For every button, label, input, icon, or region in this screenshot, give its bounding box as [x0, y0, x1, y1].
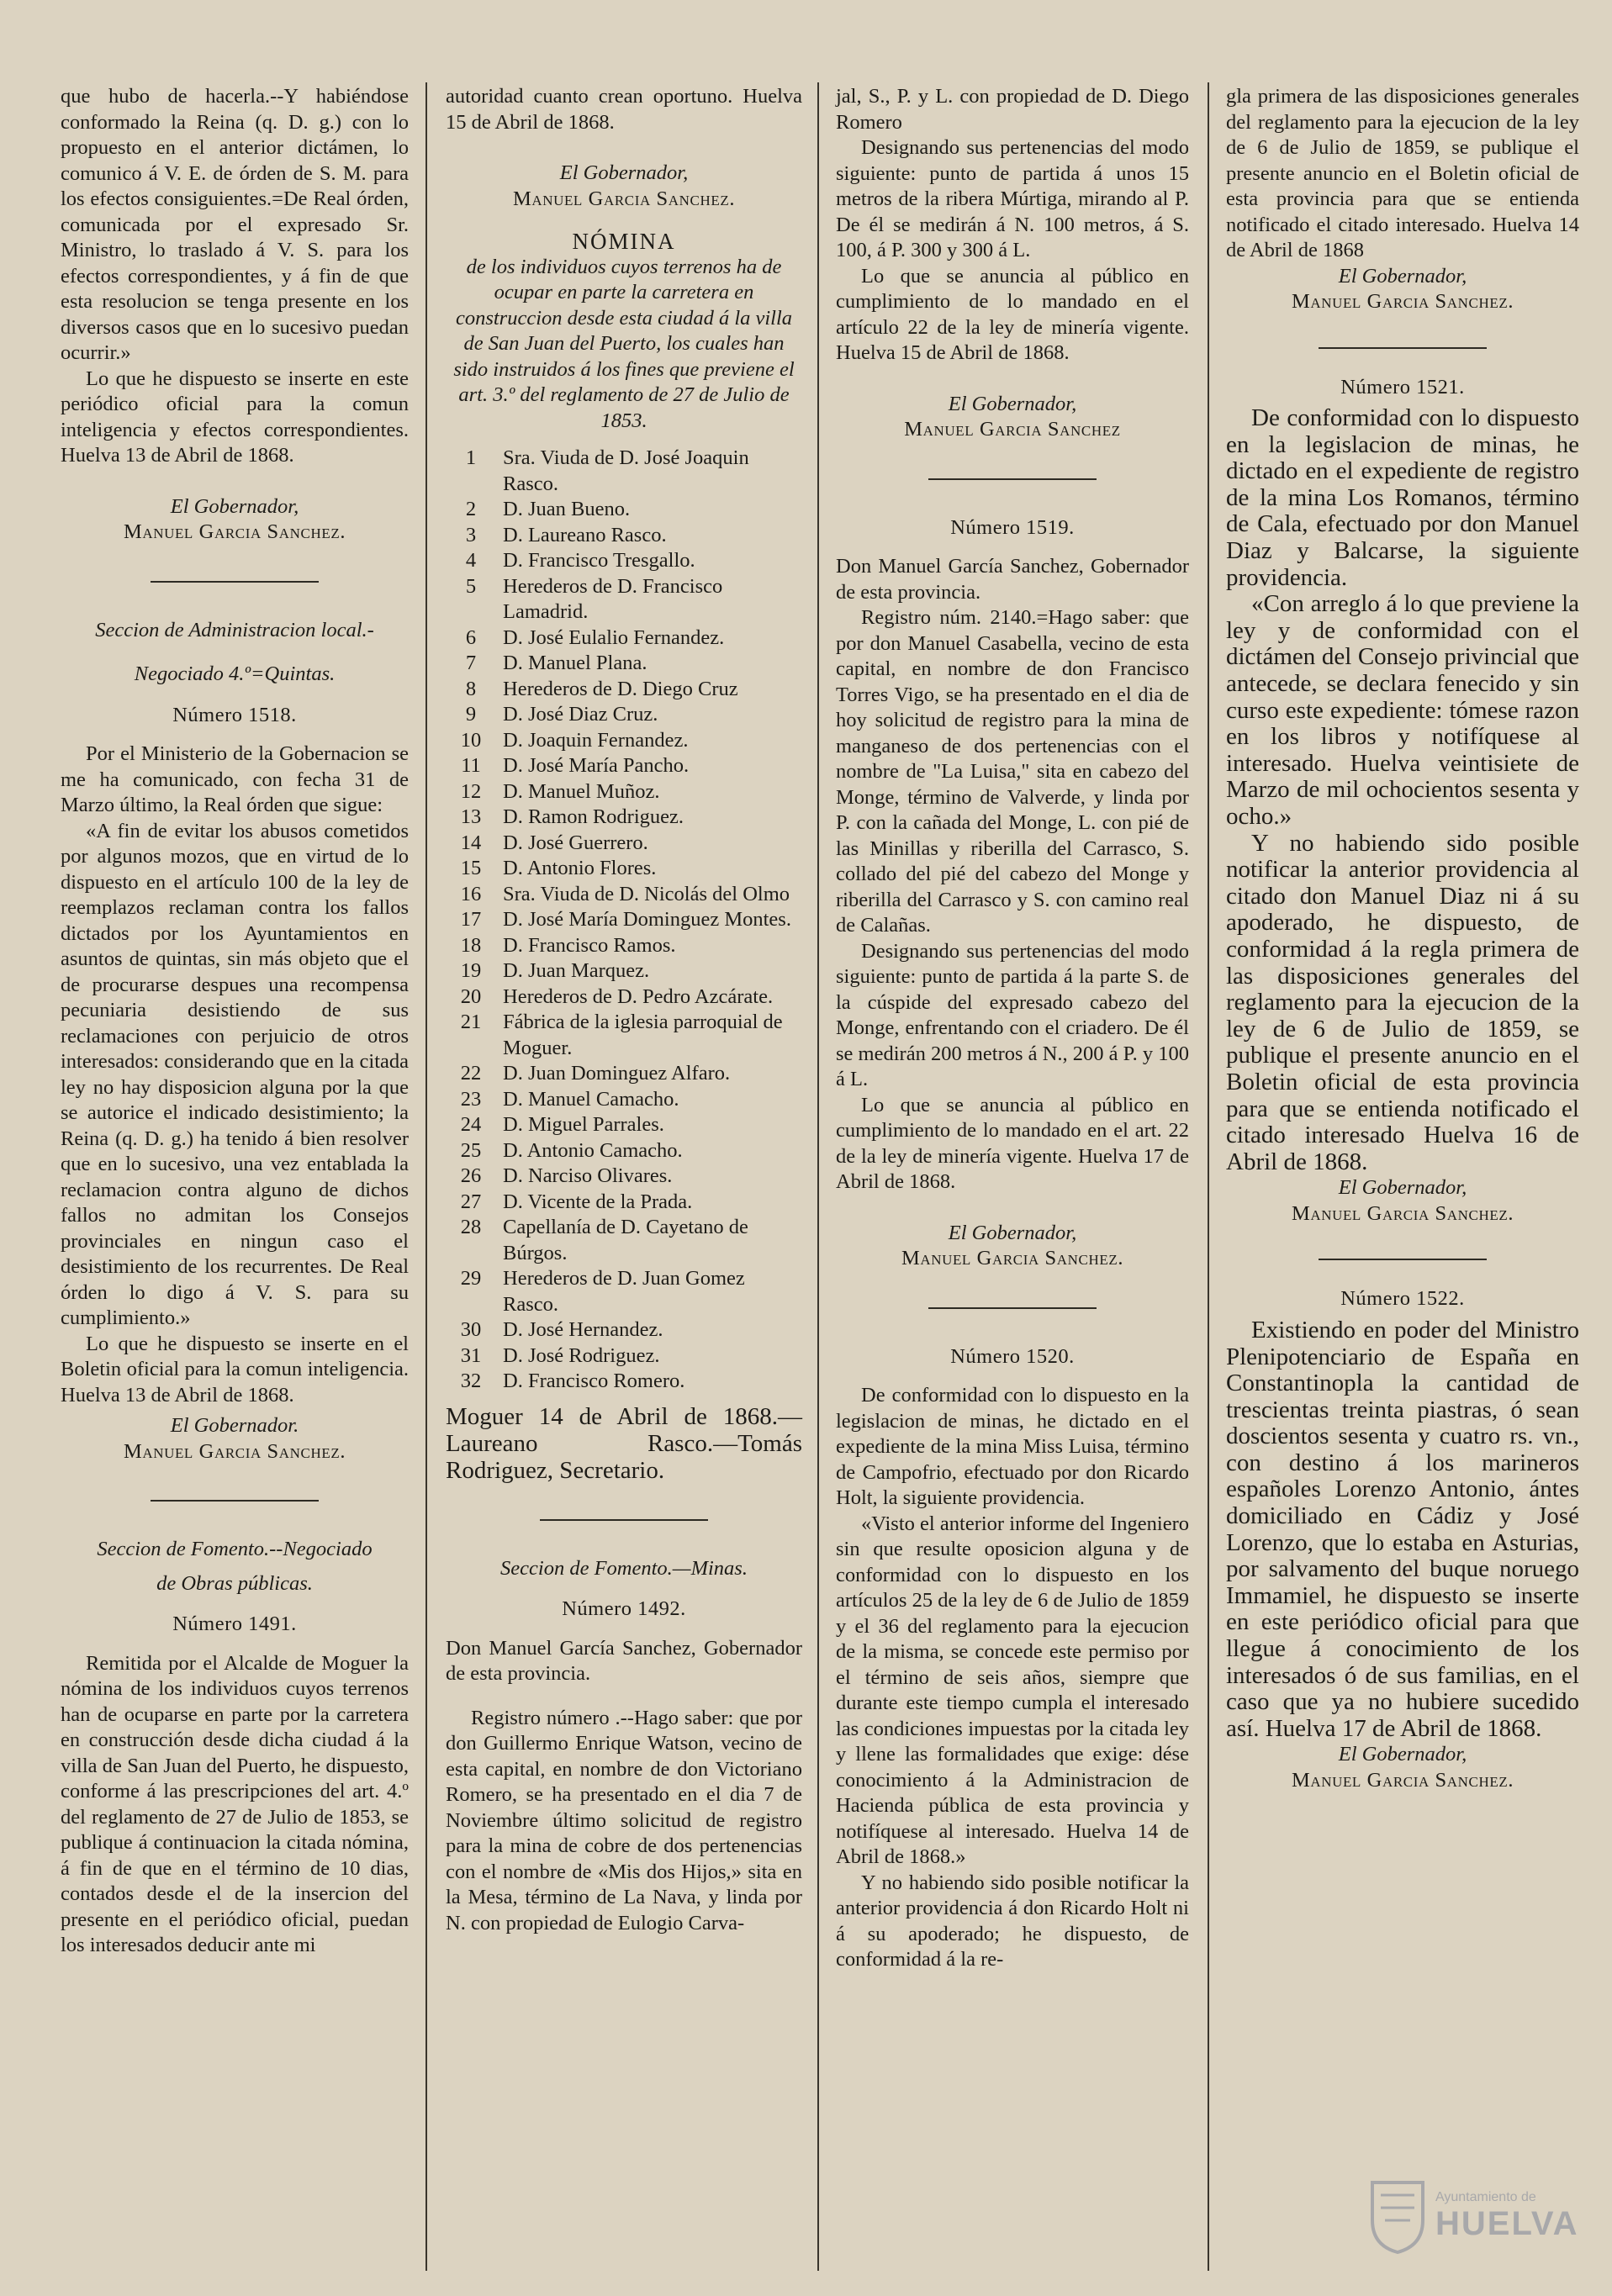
nomina-item-number: 32 — [460, 1370, 482, 1392]
nomina-item — [446, 753, 802, 779]
separator — [928, 478, 1097, 480]
paragraph: Registro número .--Hago saber: que por don Guillermo Enrique Watson, vecino de esta capital, en nombre de don Victoriano Romero, se ha presentado en el dia 7 de Noviembre último solicitud de registro para la mina de cobre de dos pertenencias con el nombre de «Mis dos Hijos,» sita en la Mesa, término de La Nava, y linda por N. con propiedad de Eulogio Carva- — [446, 1706, 802, 1934]
nomina-item-number: 28 — [460, 1216, 482, 1238]
nomina-item — [446, 805, 802, 831]
nomina-item — [446, 702, 802, 728]
nomina-item-name: D. Manuel Muñoz. — [503, 779, 660, 803]
section-subheading: de Obras públicas. — [156, 1571, 313, 1595]
nomina-item-number: 8 — [465, 677, 477, 700]
nomina-item — [446, 651, 802, 677]
column-3 — [836, 84, 1189, 1973]
nomina-item-name: Sra. Viuda de D. José Joaquin Rasco. — [503, 446, 749, 495]
nomina-item-name: D. José María Dominguez Montes. — [503, 908, 791, 931]
signature — [61, 494, 409, 546]
nomina-item-name: D. Laureano Rasco. — [503, 523, 667, 546]
nomina-item-number: 14 — [460, 831, 482, 854]
nomina-item-name: D. Francisco Ramos. — [503, 933, 676, 957]
signature-role: El Gobernador. — [170, 1414, 299, 1437]
separator — [928, 1307, 1097, 1309]
nomina-item-number: 11 — [461, 754, 481, 777]
watermark-line-1: Ayuntamiento de — [1435, 2190, 1536, 2205]
nomina-list — [446, 446, 802, 1395]
nomina-item — [446, 1266, 802, 1317]
nomina-item-number: 4 — [465, 549, 477, 572]
nomina-title: NÓMINA — [572, 229, 676, 254]
signature — [1226, 1742, 1579, 1793]
nomina-item-name: D. Juan Dominguez Alfaro. — [503, 1062, 731, 1085]
paragraph: Remitida por el Alcalde de Moguer la nómina de los individuos cuyos terrenos han de ocuparse en parte por la carretera en construcción desde dicha ciudad á la villa de San Juan del Puerto, he dispuesto, conforme á las prescripciones del art. 4.º del reglamento de 27 de Julio de 1853, se publique á continuacion la citada nómina, á fin de que en el término de 10 dias, contados desde el de la insercion del presente en el periódico oficial, puedan los interesados deducir ante mi — [61, 1651, 409, 1956]
nomina-item-name: D. José María Pancho. — [503, 754, 690, 777]
paragraph: Y no habiendo sido posible notificar la anterior providencia al citado don Manuel Diaz ni á su apoderado, he dispuesto, de conformidad á la regla primera de las disposiciones generales del reglamento para la ejecucion de la ley de 6 de Julio de 1859, se publique el presente anuncio en el Boletin oficial de esta provincia para que se entienda notificado el citado interesado Huelva 16 de Abril de 1868. — [1226, 829, 1579, 1175]
nomina-item-name: Sra. Viuda de D. Nicolás del Olmo — [503, 882, 790, 905]
nomina-item — [446, 1343, 802, 1370]
signature-name: Manuel Garcia Sanchez. — [1291, 290, 1514, 313]
signature-role: El Gobernador, — [1338, 1176, 1467, 1200]
nomina-item-name: D. José Diaz Cruz. — [503, 703, 658, 726]
paragraph: Lo que se anuncia al público en cumplimiento de lo mandado en el art. 22 de la ley de minería vigente. Huelva 17 de Abril de 1868. — [836, 1093, 1189, 1193]
column-rule — [817, 82, 819, 2271]
separator — [540, 1519, 708, 1521]
paragraph: Designando sus pertenencias del modo siguiente: punto de partida á la parte S. de la cúspide del expresado cabezo del Monge, enfrentando con el criadero. De él se medirán 200 metros á N., 200 á P. y 100 á L. — [836, 939, 1189, 1090]
paragraph: De conformidad con lo dispuesto en la legislacion de minas, he dictado en el expediente de la mina Miss Luisa, término de Campofrio, efectuado por don Ricardo Holt, la siguiente providencia. — [836, 1384, 1189, 1509]
column-2 — [446, 84, 802, 1936]
nomina-item-name: D. Francisco Romero. — [503, 1370, 685, 1392]
signature-role: El Gobernador, — [1338, 1743, 1467, 1766]
nomina-item — [446, 984, 802, 1011]
column-rule — [1208, 82, 1209, 2271]
nomina-item-number: 24 — [460, 1113, 482, 1136]
nomina-item — [446, 831, 802, 857]
section-heading: Seccion de Fomento.--Negociado — [97, 1538, 373, 1560]
signature-role: El Gobernador, — [170, 494, 299, 518]
nomina-item — [446, 1164, 802, 1190]
nomina-item — [446, 779, 802, 805]
nomina-item — [446, 1010, 802, 1061]
paragraph: que hubo de hacerla.--Y habiéndose conformado la Reina (q. D. g.) con lo propuesto en el anterior dictámen, lo comunico á V. E. de órden de S. M. para los efectos consiguientes.=De Real órden, comunicada por el expresado Sr. Ministro, lo traslado á V. S. para los efectos correspondientes, y á fin de que esta resolucion se tenga presente en los diversos casos que en lo sucesivo puedan ocurrir.» — [61, 85, 409, 364]
nomina-item-name: Herederos de D. Diego Cruz — [503, 677, 738, 700]
nomina-item — [446, 933, 802, 959]
notice-number: Número 1519. — [950, 515, 1075, 539]
nomina-item-number: 21 — [460, 1011, 482, 1033]
nomina-item-number: 2 — [465, 498, 477, 520]
nomina-item-name: Herederos de D. Pedro Azcárate. — [503, 984, 774, 1008]
nomina-item-number: 9 — [465, 703, 477, 726]
signature-name: Manuel Garcia Sanchez — [904, 418, 1121, 441]
nomina-item — [446, 1369, 802, 1395]
nomina-item-name: D. Vicente de la Prada. — [503, 1190, 693, 1213]
nomina-item — [446, 882, 802, 908]
signature-role: El Gobernador, — [1338, 264, 1467, 288]
shield-icon — [1368, 2178, 1427, 2254]
notice-number: Número 1491. — [172, 1612, 297, 1635]
section-heading: Seccion de Fomento.—Minas. — [500, 1556, 748, 1580]
paragraph: De conformidad con lo dispuesto en la legislacion de minas, he dictado en el expediente de registro de la mina Los Romanos, término de Cala, efectuado por don Manuel Diaz y Balcarse, la siguiente providencia. — [1226, 404, 1579, 591]
nomina-item-name: D. Francisco Tresgallo. — [503, 549, 695, 572]
nomina-item-number: 1 — [465, 446, 477, 469]
nomina-item-name: D. José Eulalio Fernandez. — [503, 625, 725, 649]
nomina-item-number: 26 — [460, 1164, 482, 1187]
paragraph: Lo que he dispuesto se inserte en este periódico oficial para la comun inteligencia y efectos correspondientes. Huelva 13 de Abril de 1868. — [61, 367, 409, 467]
nomina-item — [446, 574, 802, 625]
notice-number: Número 1518. — [172, 703, 297, 726]
nomina-item-number: 20 — [460, 984, 482, 1008]
section-subheading: Negociado 4.º=Quintas. — [134, 662, 336, 685]
notice-number: Número 1520. — [950, 1344, 1075, 1368]
nomina-item — [446, 446, 802, 497]
nomina-item — [446, 625, 802, 652]
nomina-item-number: 27 — [460, 1190, 482, 1213]
nomina-item — [446, 1190, 802, 1216]
nomina-item-name: Fábrica de la iglesia parroquial de Moguer. — [503, 1011, 783, 1059]
signature-name: Manuel Garcia Sanchez. — [1291, 1768, 1514, 1792]
separator — [151, 1500, 319, 1502]
closing-line: Moguer 14 de Abril de 1868.—Laureano Rasco.—Tomás Rodriguez, Secretario. — [446, 1402, 802, 1484]
nomina-item — [446, 1087, 802, 1113]
signature — [1226, 1175, 1579, 1227]
separator — [151, 581, 319, 583]
column-rule — [425, 82, 427, 2271]
nomina-item-number: 5 — [465, 574, 477, 598]
nomina-item — [446, 958, 802, 984]
nomina-item — [446, 856, 802, 882]
signature-role: El Gobernador, — [559, 161, 689, 184]
nomina-item-name: D. Ramon Rodriguez. — [503, 805, 684, 828]
signature — [1226, 264, 1579, 315]
nomina-item-number: 31 — [460, 1343, 482, 1367]
nomina-item — [446, 548, 802, 574]
paragraph: Registro núm. 2140.=Hago saber: que por don Manuel Casabella, vecino de esta capital, en nombre de don Francisco Torres Vigo, se ha presentado en el dia de hoy solicitud de registro para la mina de manganeso de dos pertenencias con el nombre de "La Luisa," sita en cabezo del Monge, término de Valverde, y linda por P. con la cañada del Monge, L. con pié de las Minillas y riberilla del Carrasco, S. collado del pié del cabezo del Monge y riberilla del Carrasco y S. con camino real de Calañas. — [836, 606, 1189, 937]
separator — [1319, 347, 1487, 349]
nomina-item-name: D. Miguel Parrales. — [503, 1113, 664, 1136]
nomina-item-number: 16 — [460, 882, 482, 905]
signature-name: Manuel Garcia Sanchez. — [123, 1439, 346, 1463]
nomina-item-number: 15 — [460, 857, 482, 879]
nomina-item-name: Herederos de D. Juan Gomez Rasco. — [503, 1267, 745, 1316]
nomina-item-name: D. Juan Bueno. — [503, 498, 631, 520]
nomina-item-name: D. José Guerrero. — [503, 831, 648, 854]
nomina-item-number: 30 — [460, 1318, 482, 1341]
paragraph: Lo que he dispuesto se inserte en el Boletin oficial para la comun inteligencia. Huelva 13 de Abril de 1868. — [61, 1332, 409, 1407]
signature-name: Manuel Garcia Sanchez. — [901, 1247, 1124, 1269]
nomina-item-number: 13 — [460, 805, 482, 828]
nomina-item — [446, 497, 802, 523]
signature-name: Manuel Garcia Sanchez. — [512, 187, 736, 210]
paragraph: «Con arreglo á lo que previene la ley y de conformidad con el dictámen del Consejo privincial que antecede, se declara fenecido y sin curso este expediente: tómese razon en los libros y notifíquese al interesado. Huelva veintisiete de Marzo de mil ochocientos sesenta y ocho.» — [1226, 590, 1579, 830]
paragraph: jal, S., P. y L. con propiedad de D. Diego Romero — [836, 85, 1189, 134]
notice-number: Número 1521. — [1340, 375, 1465, 399]
column-1 — [61, 84, 409, 1959]
nomina-item — [446, 728, 802, 754]
watermark-logo — [1368, 2161, 1578, 2271]
nomina-item-name: D. Manuel Plana. — [503, 652, 647, 674]
notice-number: Número 1492. — [562, 1597, 686, 1620]
nomina-item-number: 10 — [460, 728, 482, 752]
separator — [1319, 1259, 1487, 1260]
nomina-item — [446, 1215, 802, 1266]
nomina-item-number: 7 — [465, 652, 477, 674]
paragraph: Y no habiendo sido posible notificar la anterior providencia á don Ricardo Holt ni á su apoderado; he dispuesto, de conformidad á la re- — [836, 1871, 1189, 1971]
nomina-item-number: 17 — [460, 908, 482, 931]
signature — [836, 1221, 1189, 1272]
watermark-line-2: HUELVA — [1435, 2204, 1579, 2242]
signature-name: Manuel Garcia Sanchez. — [123, 520, 346, 543]
nomina-intro: de los individuos cuyos terrenos ha de ocupar en parte la carretera en construccion desde esta ciudad á la villa de San Juan del Puerto, los cuales han sido instruidos á los fines que previene el art. 3.º del reglamento de 27 de Julio de 1853. — [453, 255, 795, 432]
paragraph: gla primera de las disposiciones generales del reglamento para la ejecucion de la ley de 6 de Julio de 1859, se publique el presente anuncio en el Boletin oficial de esta provincia para que se entienda notificado el citado interesado. Huelva 14 de Abril de 1868 — [1226, 85, 1579, 261]
signature — [61, 1413, 409, 1465]
nomina-item-name: D. José Rodriguez. — [503, 1343, 660, 1367]
nomina-item-number: 19 — [460, 959, 482, 982]
nomina-item-number: 3 — [465, 523, 477, 546]
notice-number: Número 1522. — [1340, 1287, 1465, 1311]
nomina-item — [446, 523, 802, 549]
nomina-item-name: D. Narciso Olivares. — [503, 1164, 673, 1187]
nomina-item-number: 22 — [460, 1062, 482, 1085]
paragraph: «Visto el anterior informe del Ingeniero sin que resulte oposicion alguna y de conformidad con lo dispuesto en los artículos 25 de la ley de 6 de Julio de 1859 y el 36 del reglamento para la ejecucion de la misma, se concede este permiso por el término de seis años, siempre que durante este tiempo cumpla el interesado las condiciones impuestas por la citada ley y llene las formalidades que exige: dése conocimiento á la Administracion de Hacienda pública de esta provincia y notifíquese al interesado. Huelva 14 de Abril de 1868.» — [836, 1512, 1189, 1868]
nomina-item-number: 29 — [460, 1267, 482, 1290]
nomina-item-name: D. José Hernandez. — [503, 1318, 663, 1341]
paragraph: Existiendo en poder del Ministro Plenipotenciario de España en Constantinopla la cantidad de trescientas treinta piastras, ó sean doscientos sesenta y cuatro rs. vn., con destino á los marineros españoles Lorenzo Antonio, ántes domiciliado en Cádiz y José Lorenzo, que lo estaba en Asturias, por salvamento del buque noruego Immamiel, he dispuesto se inserte en este periódico oficial para que llegue á conocimiento de los interesados ó de sus familias, en el caso que ya no hubiere sucedido así. Huelva 17 de Abril de 1868. — [1226, 1316, 1579, 1742]
nomina-item-number: 18 — [460, 933, 482, 957]
nomina-item-number: 12 — [460, 779, 482, 803]
signature — [446, 161, 802, 212]
nomina-item — [446, 1317, 802, 1343]
nomina-item-name: D. Joaquin Fernandez. — [503, 728, 689, 752]
paragraph: Designando sus pertenencias del modo siguiente: punto de partida á unos 15 metros de la ribera Múrtiga, mirando al P. De él se medirán á N. 100 metros, á S. 100, á P. 300 y 300 á L. — [836, 136, 1189, 261]
nomina-item — [446, 1138, 802, 1164]
section-heading: Seccion de Administracion local.- — [95, 618, 374, 641]
paragraph: «A fin de evitar los abusos cometidos por algunos mozos, que en virtud de lo dispuesto en el artículo 100 de la ley de reemplazos reclaman contra los fallos dictados por los Ayuntamientos en asuntos de quintas, sin más objeto que el de procurarse despues una recompensa pecuniaria desistiendo de sus reclamaciones con perjuicio de otros interesados: considerando que en la citada ley no hay disposicion alguna por la que se autorice el indicado desistimiento; la Reina (q. D. g.) ha tenido á bien resolver que en lo sucesivo, una vez entablada la reclamacion contra alguno de dichos fallos no admitan los Consejos provinciales en ningun caso el desistimiento de los recurrentes. De Real órden lo digo á V. S. para su cumplimiento.» — [61, 819, 409, 1329]
nomina-item — [446, 677, 802, 703]
column-4 — [1226, 84, 1579, 1793]
signature-role: El Gobernador, — [948, 392, 1077, 415]
nomina-item-number: 23 — [460, 1087, 482, 1111]
nomina-item-name: D. Antonio Flores. — [503, 857, 657, 879]
nomina-item-name: Capellanía de D. Cayetano de Búrgos. — [503, 1216, 748, 1264]
nomina-item-name: Herederos de D. Francisco Lamadrid. — [503, 574, 723, 623]
paragraph: Lo que se anuncia al público en cumplimiento de lo mandado en el artículo 22 de la ley de minería vigente. Huelva 15 de Abril de 1868. — [836, 264, 1189, 364]
paragraph: Don Manuel García Sanchez, Gobernador de esta provincia. — [836, 555, 1189, 604]
nomina-item — [446, 907, 802, 933]
signature — [836, 392, 1189, 443]
paragraph: Don Manuel García Sanchez, Gobernador de esta provincia. — [446, 1636, 802, 1685]
nomina-item — [446, 1112, 802, 1138]
nomina-item-name: D. Juan Marquez. — [503, 959, 650, 982]
signature-name: Manuel Garcia Sanchez. — [1291, 1201, 1514, 1225]
paragraph: autoridad cuanto crean oportuno. Huelva 15 de Abril de 1868. — [446, 85, 802, 134]
nomina-item-name: D. Antonio Camacho. — [503, 1138, 683, 1162]
signature-role: El Gobernador, — [948, 1221, 1077, 1244]
nomina-item-number: 25 — [460, 1138, 482, 1162]
nomina-item-number: 6 — [465, 625, 477, 649]
paragraph: Por el Ministerio de la Gobernacion se me ha comunicado, con fecha 31 de Marzo último, la Real órden que sigue: — [61, 742, 409, 816]
nomina-item-name: D. Manuel Camacho. — [503, 1087, 679, 1111]
nomina-item — [446, 1061, 802, 1087]
